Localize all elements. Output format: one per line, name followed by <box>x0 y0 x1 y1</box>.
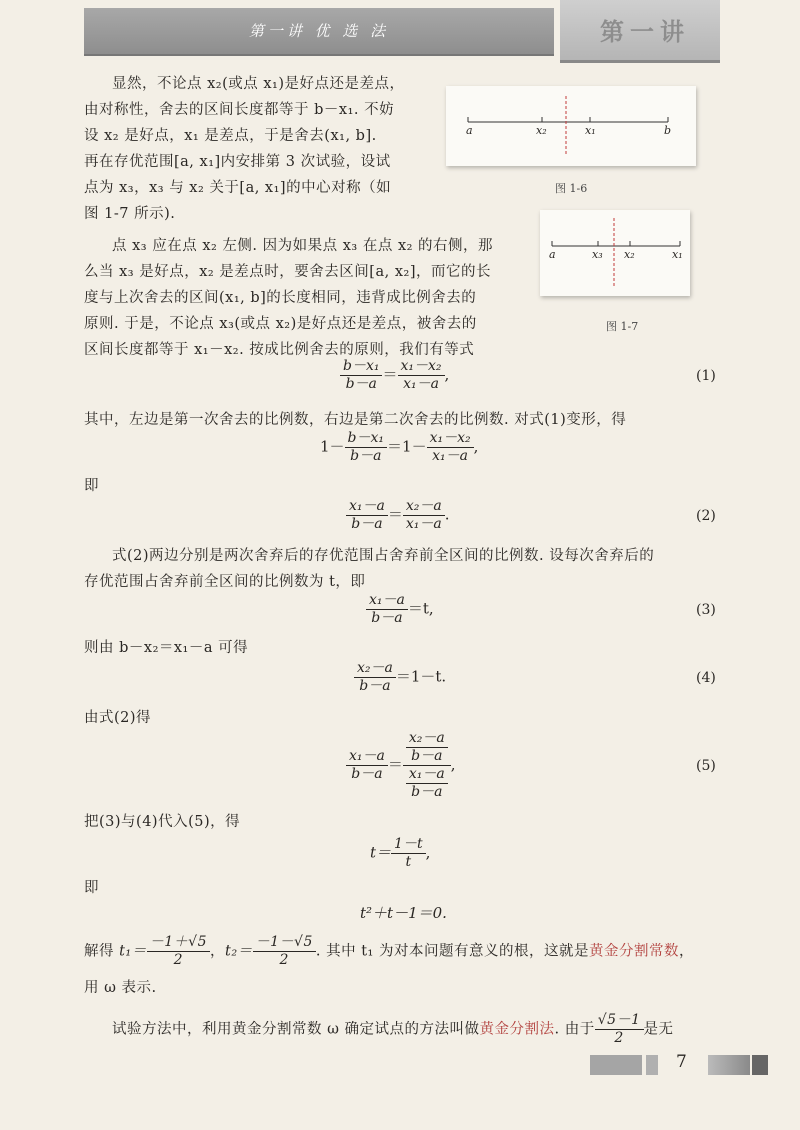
p1-line4: 再在存优范围[a, x₁]内安排第 3 次试验，设试 <box>84 154 391 170</box>
footer-bar-left <box>590 1055 642 1075</box>
p1-line1: 显然，不论点 x₂(或点 x₁)是好点还是差点， <box>112 76 405 92</box>
p2-line5: 区间长度都等于 x₁－x₂. 按成比例舍去的原则，我们有等式 <box>84 342 475 358</box>
equation-quadratic: t²＋t－1＝0. <box>360 904 447 922</box>
equation-1: $\frac{\text{b－x₁}}{b-a}$ ＝ $\frac{\text{x₁－x₂}}{\text{x₁－a}}$ , <box>340 358 449 393</box>
equation-2: $\frac{\text{x₁－a}}{b-a}$ ＝ $\frac{\text{x₂－a}}{\text{x₁－a}}$ . <box>346 498 450 533</box>
equation-3: $\frac{\text{x₁－a}}{b-a}$ ＝t, <box>366 592 434 627</box>
header-tab <box>560 0 720 63</box>
p1-line5: 点为 x₃，x₃ 与 x₂ 关于[a, x₁]的中心对称（如 <box>84 180 392 196</box>
p7: 把(3)与(4)代入(5)，得 <box>84 814 241 830</box>
equation-5: $\frac{\text{x₁－a}}{b-a}$ ＝ $\frac{\frac{\text{x₂－a}}{b-a}}{\frac{\text{x₁－a}}{b-a}}$ , <box>346 730 456 801</box>
figure-1-6-caption: 图 1-6 <box>555 182 588 195</box>
equation-transform: 1－ $\frac{\text{b－x₁}}{b-a}$ ＝1－ $\frac{\text{x₁－x₂}}{\text{x₁－a}}$ , <box>320 430 479 464</box>
golden-ratio-constant-term: 黄金分割常数 <box>588 943 679 960</box>
p1-line6: 图 1-7 所示). <box>84 206 176 222</box>
p6: 由式(2)得 <box>84 710 152 726</box>
solution-line: 解得 t₁＝ $\frac{-1+√5}{2}$ ，t₂＝ $\frac{-1-√5}{2}$ . 其中 t₁ 为对本问题有意义的根，这就是黄金分割常数， <box>84 934 694 968</box>
fig7-label-x2: x₂ <box>624 248 635 261</box>
p4-line2: 存优范围占舍弃前全区间的比例数为 t，即 <box>84 574 366 590</box>
equation-4-number: (4) <box>696 670 716 686</box>
ji-2: 即 <box>84 880 99 896</box>
p5: 则由 b－x₂＝x₁－a 可得 <box>84 640 249 656</box>
p10: 试验方法中，利用黄金分割常数 ω 确定试点的方法叫做黄金分割法. 由于 $\frac{√5-1}{2}$ 是无 <box>112 1012 674 1046</box>
equation-t: t＝ $\frac{1-t}{t}$ , <box>370 836 431 870</box>
p2-line3: 度与上次舍去的区间(x₁, b]的长度相同，违背成比例舍去的 <box>84 290 477 306</box>
equation-2-number: (2) <box>696 508 716 524</box>
p1-line3: 设 x₂ 是好点，x₁ 是差点，于是舍去(x₁, b]. <box>84 128 377 144</box>
figure-1-6-diagram <box>446 86 696 166</box>
page-number: 7 <box>676 1052 687 1072</box>
equation-1-number: (1) <box>696 368 716 384</box>
figure-1-6 <box>446 86 696 166</box>
fig7-label-x3: x₃ <box>592 248 603 261</box>
p3: 其中，左边是第一次舍去的比例数，右边是第二次舍去的比例数. 对式(1)变形，得 <box>84 412 627 428</box>
footer-bar-left-small <box>646 1055 658 1075</box>
footer-bar-right <box>708 1055 750 1075</box>
fig6-label-x1: x₁ <box>585 124 596 137</box>
header-bar <box>84 8 554 56</box>
figure-1-7-diagram <box>540 210 690 296</box>
header-tab-text: 第一讲 <box>600 17 690 46</box>
fig6-label-b: b <box>664 124 672 137</box>
fig7-label-a: a <box>549 248 556 261</box>
equation-3-number: (3) <box>696 602 716 618</box>
header-title: 第一讲 优 选 法 <box>248 22 390 40</box>
p2-line1: 点 x₃ 应在点 x₂ 左侧. 因为如果点 x₃ 在点 x₂ 的右侧，那 <box>112 238 494 254</box>
fig6-label-a: a <box>466 124 473 137</box>
p9: 用 ω 表示. <box>84 980 157 996</box>
equation-5-number: (5) <box>696 758 716 774</box>
p2-line4: 原则. 于是，不论点 x₃(或点 x₂)是好点还是差点，被舍去的 <box>84 316 477 332</box>
golden-section-method-term: 黄金分割法 <box>479 1021 555 1038</box>
fig6-label-x2: x₂ <box>536 124 547 137</box>
figure-1-7 <box>540 210 690 296</box>
p4-line1: 式(2)两边分别是两次舍弃后的存优范围占舍弃前全区间的比例数. 设每次舍弃后的 <box>112 548 655 564</box>
footer-bar-right-dark <box>752 1055 768 1075</box>
equation-4: $\frac{\text{x₂－a}}{b-a}$ ＝1－t. <box>354 660 446 695</box>
ji-1: 即 <box>84 478 99 494</box>
p2-line2: 么当 x₃ 是好点，x₂ 是差点时，要舍去区间[a, x₂]，而它的长 <box>84 264 491 280</box>
p1-line2: 由对称性，舍去的区间长度都等于 b－x₁. 不妨 <box>84 102 395 118</box>
figure-1-7-caption: 图 1-7 <box>606 320 639 333</box>
fig7-label-x1: x₁ <box>672 248 683 261</box>
